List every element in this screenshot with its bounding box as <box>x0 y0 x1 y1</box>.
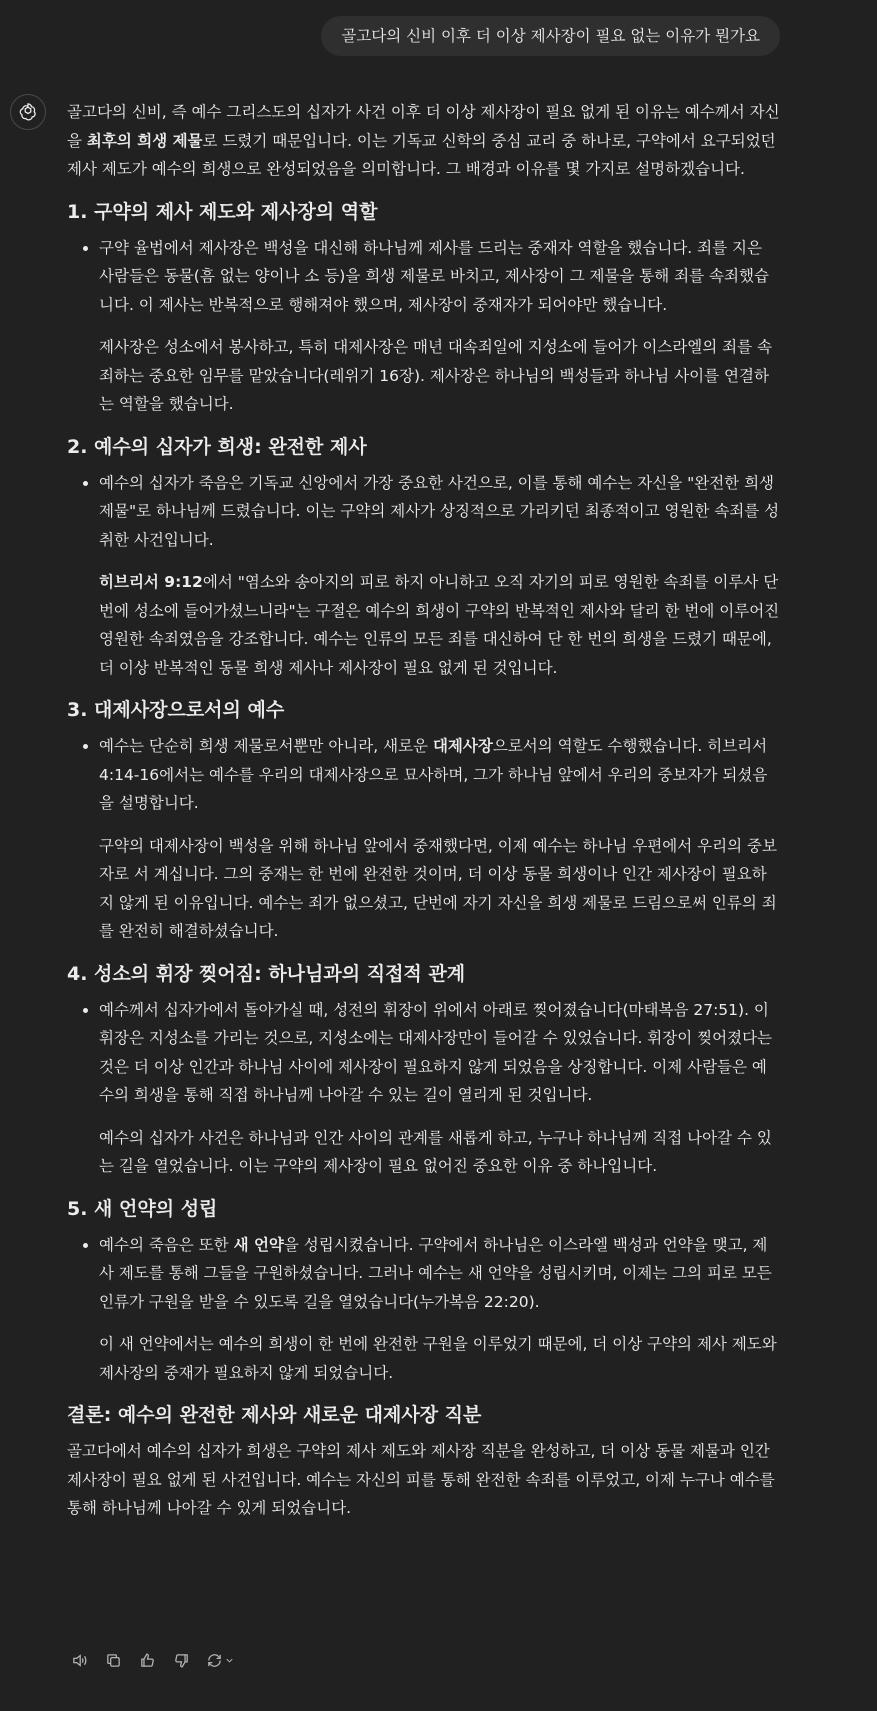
user-message: 골고다의 신비 이후 더 이상 제사장이 필요 없는 이유가 뭔가요 <box>321 16 780 56</box>
regenerate-icon[interactable] <box>203 1648 237 1672</box>
intro-bold: 최후의 희생 제물 <box>86 131 203 150</box>
intro-text: 골고다의 신비, 즉 예수 그리스도의 십자가 사건 이후 더 이상 제사장이 필요 없게 된 이유는 예수께서 자신을 <box>67 103 780 150</box>
section-2-list <box>67 469 781 683</box>
section-5-bold: 새 언약 <box>233 1235 284 1254</box>
intro-text-end: 로 드렸기 때문입니다. 이는 기독교 신학의 중심 교리 중 하나로, 구약에서 요구되었던 제사 제도가 예수의 희생으로 완성되었음을 의미합니다. 그 배경과 이유를 몇 가지로 설명하겠습니다. <box>67 131 776 178</box>
section-5-p2: 이 새 언약에서는 예수의 희생이 한 번에 완전한 구원을 이루었기 때문에, 더 이상 구약의 제사 제도와 제사장의 중재가 필요하지 않게 되었습니다. <box>99 1335 777 1382</box>
section-3-list <box>67 732 781 946</box>
section-2-p2 <box>99 568 781 682</box>
section-3-p2: 구약의 대제사장이 백성을 위해 하나님 앞에서 중재했다면, 이제 예수는 하나님 우편에서 우리의 중보자로 서 계십니다. 그의 중재는 한 번에 완전한 것이며, 더 이상 동물 희생이나 인간 제사장이 필요하지 않게 된 이유입니다. 예수는 죄가 없으셨고, 단번에 자기 자신을 희생 제물로 드림으로써 인류의 죄를 완전히 해결하셨습니다. <box>99 836 777 940</box>
section-1-p1: • 구약 율법에서 제사장은 백성을 대신해 하나님께 제사를 드리는 중재자 역할을 했습니다. 죄를 지은 사람들은 동물(흠 없는 양이나 소 등)을 희생 제물로 바치고, 제사장이 그 제물을 통해 죄를 속죄했습니다. 이 제사는 반복적으로 행해져야 했으며, 제사장이 중재자가 되어야만 했습니다. <box>99 238 769 314</box>
list-item <box>99 469 781 683</box>
message-actions <box>67 1648 237 1672</box>
section-3-p1 <box>99 732 781 818</box>
section-4-title: 4. 성소의 휘장 찢어짐: 하나님과의 직접적 관계 <box>67 962 466 985</box>
section-2-bold: 히브리서 9:12 <box>99 573 203 591</box>
section-2-p1: • 예수의 십자가 죽음은 기독교 신앙에서 가장 중요한 사건으로, 이를 통해 예수는 자신을 "완전한 희생 제물"로 하나님께 드렸습니다. 이는 구약의 제사가 상징적으로 가리키던 최종적이고 영원한 속죄를 성취한 사건입니다. <box>99 473 780 549</box>
read-aloud-icon[interactable] <box>67 1648 91 1672</box>
assistant-message <box>67 98 781 1537</box>
list-item <box>99 732 781 946</box>
section-5-title: 5. 새 언약의 성립 <box>67 1197 218 1220</box>
list-item <box>99 1231 781 1388</box>
list-item <box>99 234 781 419</box>
section-2-title: 2. 예수의 십자가 희생: 완전한 제사 <box>67 435 367 458</box>
section-4-list <box>67 996 781 1181</box>
thumbs-up-icon[interactable] <box>135 1648 159 1672</box>
section-3-title: 3. 대제사장으로서의 예수 <box>67 699 285 721</box>
section-5-p1-pre: 예수의 죽음은 또한 <box>99 1235 234 1254</box>
openai-logo-icon <box>10 94 46 130</box>
copy-icon[interactable] <box>101 1648 125 1672</box>
section-5-p1-post: 을 성립시켰습니다. 구약에서 하나님은 이스라엘 백성과 언약을 맺고, 제사 제도를 통해 그들을 구원하셨습니다. 그러나 예수는 새 언약을 성립시키며, 이제는 그의 피로 모든 인류가 구원을 받을 수 있도록 길을 열었습니다(누가복음 22:20). <box>99 1235 772 1311</box>
section-5-p1 <box>99 1231 781 1317</box>
intro-paragraph <box>67 98 781 184</box>
section-5-list <box>67 1231 781 1388</box>
conclusion-title: 결론: 예수의 완전한 제사와 새로운 대제사장 직분 <box>67 1404 482 1426</box>
section-4-p1: • 예수께서 십자가에서 돌아가실 때, 성전의 휘장이 위에서 아래로 찢어졌습니다(마태복음 27:51). 이 휘장은 지성소를 가리는 것으로, 지성소에는 대제사장만이 들어갈 수 있었습니다. 휘장이 찢어졌다는 것은 더 이상 인간과 하나님 사이에 제사장이 필요하지 않게 되었음을 상징합니다. 이제 사람들은 예수의 희생을 통해 직접 하나님께 나아갈 수 있는 길이 열리게 된 것입니다. <box>99 1000 773 1104</box>
section-1-p2: 제사장은 성소에서 봉사하고, 특히 대제사장은 매년 대속죄일에 지성소에 들어가 이스라엘의 죄를 속죄하는 중요한 임무를 맡았습니다(레위기 16장). 제사장은 하나님의 백성들과 하나님 사이를 연결하는 역할을 했습니다. <box>99 338 773 413</box>
section-1-title: 1. 구약의 제사 제도와 제사장의 역할 <box>67 200 378 223</box>
chevron-down-icon[interactable] <box>224 1655 235 1666</box>
conclusion-paragraph: 골고다에서 예수의 십자가 희생은 구약의 제사 제도와 제사장 직분을 완성하고, 더 이상 동물 제물과 인간 제사장이 필요 없게 된 사건입니다. 예수는 자신의 피를 통해 완전한 속죄를 이루었고, 이제 누구나 예수를 통해 하나님께 나아갈 수 있게 되었습니다. <box>67 1442 775 1517</box>
section-3-bold: 대제사장 <box>432 737 493 755</box>
section-2-p2-text: 에서 "염소와 송아지의 피로 하지 아니하고 오직 자기의 피로 영원한 속죄를 이루사 단번에 성소에 들어가셨느니라"는 구절은 예수의 희생이 구약의 반복적인 제사와 달리 한 번에 이루어진 영원한 속죄였음을 강조합니다. 예수는 인류의 모든 죄를 대신하여 단 한 번의 희생을 드렸기 때문에, 더 이상 반복적인 동물 희생 제사나 제사장이 필요 없게 된 것입니다. <box>99 573 780 677</box>
section-1-list <box>67 234 781 419</box>
section-4-p2: 예수의 십자가 사건은 하나님과 인간 사이의 관계를 새롭게 하고, 누구나 하나님께 직접 나아갈 수 있는 길을 열었습니다. 이는 구약의 제사장이 필요 없어진 중요한 이유 중 하나입니다. <box>99 1128 772 1175</box>
section-3-p1-post: 으로서의 역할도 수행했습니다. 히브리서 4:14-16에서는 예수를 우리의 대제사장으로 묘사하며, 그가 하나님 앞에서 우리의 중보자가 되셨음을 설명합니다. <box>99 737 768 812</box>
thumbs-down-icon[interactable] <box>169 1648 193 1672</box>
list-item <box>99 996 781 1181</box>
section-3-p1-pre: 예수는 단순히 희생 제물로서뿐만 아니라, 새로운 <box>99 737 433 755</box>
